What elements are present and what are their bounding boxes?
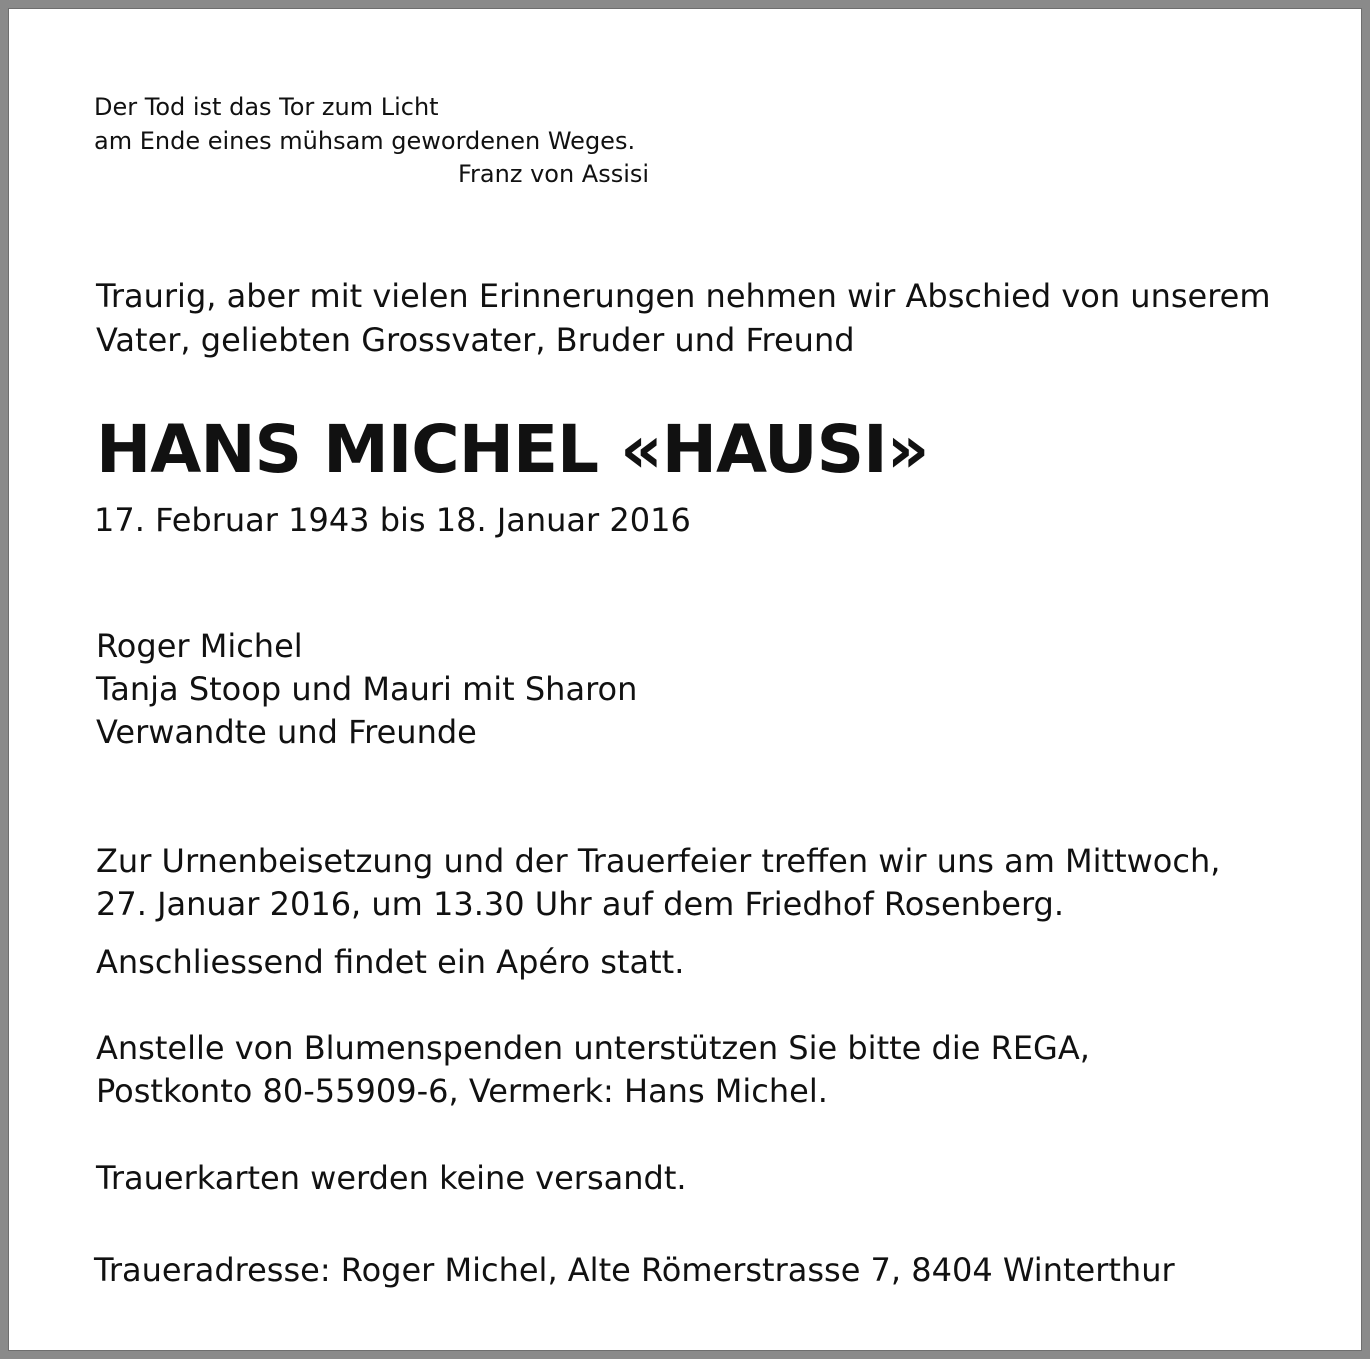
quote-line-2: am Ende eines mühsam gewordenen Weges.	[94, 127, 636, 155]
mourning-address: Traueradresse: Roger Michel, Alte Römerstrasse 7, 8404 Winterthur	[94, 1251, 1175, 1289]
mourner-line-1: Roger Michel	[96, 627, 303, 665]
quote-author: Franz von Assisi	[458, 160, 650, 188]
donation-line-2: Postkonto 80-55909-6, Vermerk: Hans Michel.	[96, 1072, 828, 1110]
quote-line-1: Der Tod ist das Tor zum Licht	[94, 93, 439, 121]
service-line-2: 27. Januar 2016, um 13.30 Uhr auf dem Friedhof Rosenberg.	[96, 885, 1065, 923]
life-dates: 17. Februar 1943 bis 18. Januar 2016	[94, 501, 691, 539]
mourner-line-2: Tanja Stoop und Mauri mit Sharon	[96, 670, 638, 708]
deceased-name: HANS MICHEL «HAUSI»	[96, 411, 929, 488]
mourner-line-3: Verwandte und Freunde	[96, 713, 477, 751]
service-line-1: Zur Urnenbeisetzung und der Trauerfeier treffen wir uns am Mittwoch,	[96, 842, 1221, 880]
intro-line-2: Vater, geliebten Grossvater, Bruder und Freund	[96, 321, 855, 359]
obituary-notice	[8, 8, 1362, 1351]
intro-line-1: Traurig, aber mit vielen Erinnerungen nehmen wir Abschied von unserem	[96, 277, 1271, 315]
apero-note: Anschliessend findet ein Apéro statt.	[96, 943, 685, 981]
cards-note: Trauerkarten werden keine versandt.	[96, 1159, 687, 1197]
donation-line-1: Anstelle von Blumenspenden unterstützen Sie bitte die REGA,	[96, 1029, 1090, 1067]
